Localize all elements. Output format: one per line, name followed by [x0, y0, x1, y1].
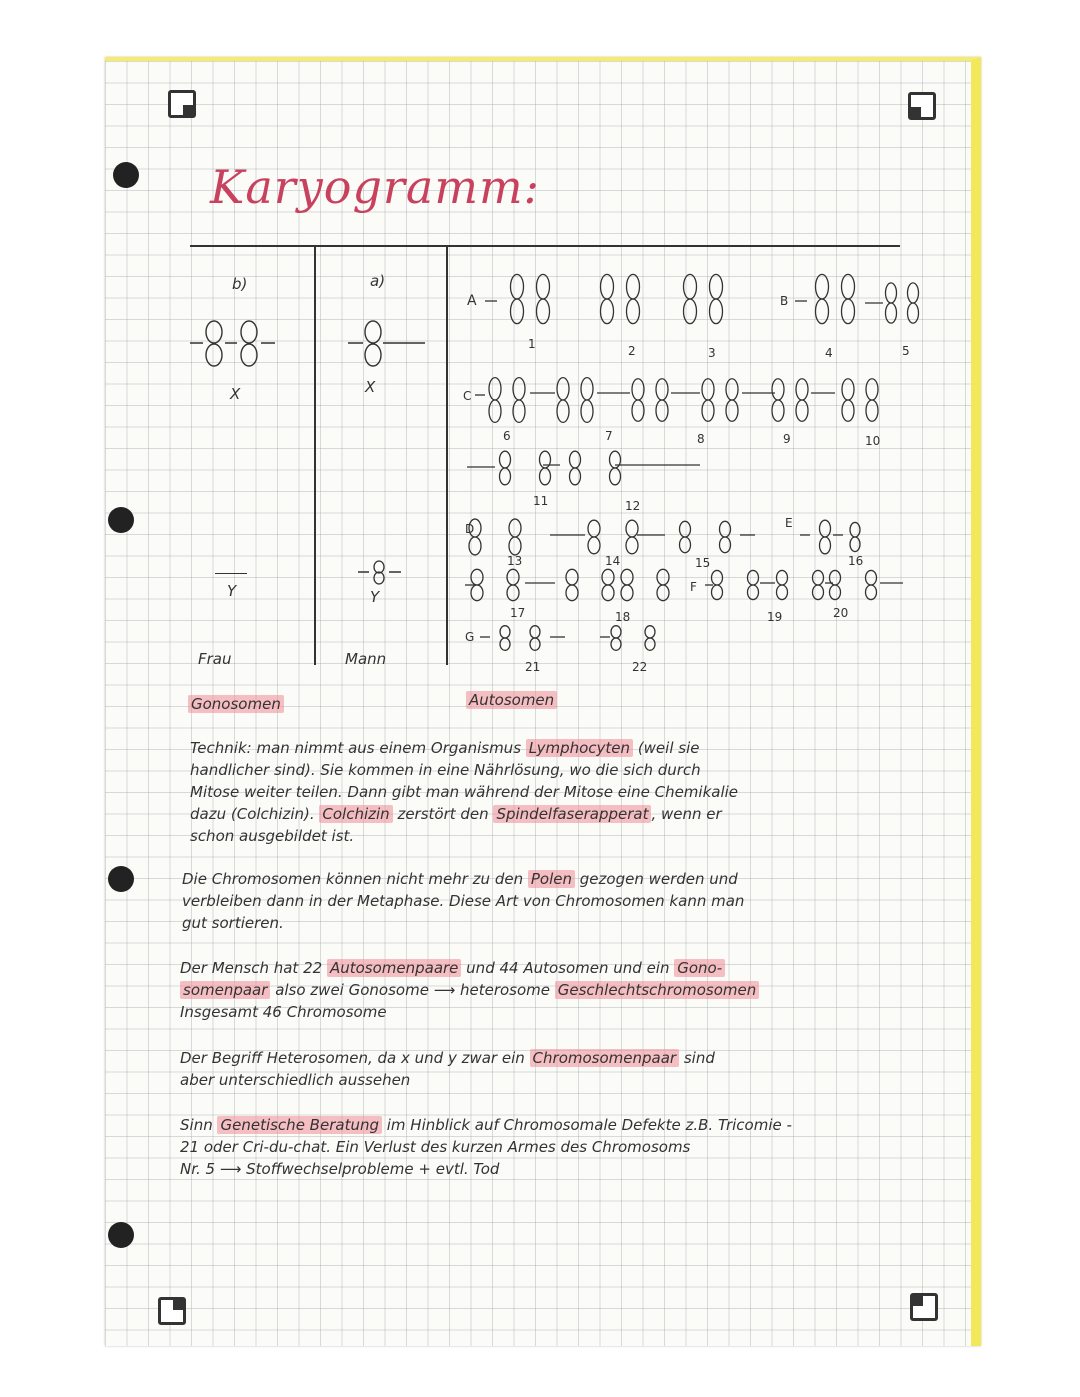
- highlighted-term: Genetische Beratung: [217, 1116, 382, 1134]
- text-line: [180, 1136, 792, 1158]
- frau-x-chromosomes: [185, 318, 285, 368]
- chromosome: [866, 585, 877, 600]
- chromosome-number-19: 19: [767, 610, 783, 624]
- text-segment: zerstört den: [392, 805, 494, 823]
- chromosome: [748, 570, 759, 585]
- text-segment: handlicher sind). Sie kommen in eine Nährlösung, wo die sich durch: [190, 761, 701, 779]
- mann-marker: a): [370, 272, 386, 290]
- chromosome: [726, 379, 738, 400]
- text-line: [180, 1114, 792, 1136]
- text-line: [180, 957, 759, 979]
- chromosome-number-15: 15: [695, 556, 711, 570]
- chromosome: [702, 379, 714, 400]
- text-segment: also zwei Gonosome ⟶ heterosome: [270, 981, 555, 999]
- chromosome: [850, 522, 860, 537]
- chromosome: [830, 570, 841, 585]
- chromosome: [500, 626, 510, 638]
- text-line: [180, 1069, 715, 1091]
- chromosome-number-22: 22: [632, 660, 648, 674]
- binder-hole-2: [108, 507, 134, 533]
- chromosome: [886, 283, 897, 303]
- chromosome-number-1: 1: [528, 337, 536, 351]
- chromosome: [816, 299, 829, 324]
- text-segment: Der Begriff Heterosomen, da x und y zwar ein: [180, 1049, 530, 1067]
- chromosome: [908, 303, 919, 323]
- chromosome: [509, 519, 521, 537]
- chromosome: [507, 569, 519, 585]
- group-label-b: B: [780, 294, 789, 308]
- chromosome-number-6: 6: [503, 429, 511, 443]
- highlighted-term: Polen: [528, 870, 575, 888]
- chromosome: [581, 378, 593, 400]
- chromosome: [588, 520, 600, 537]
- chromosome: [748, 585, 759, 600]
- text-segment: verbleiben dann in der Metaphase. Diese Art von Chromosomen kann man: [182, 892, 745, 910]
- highlighted-term: Autosomenpaare: [327, 959, 461, 977]
- chromosome: [500, 468, 511, 485]
- chromosome: [489, 400, 501, 422]
- chromosome: [684, 274, 697, 299]
- chromosome-number-13: 13: [507, 554, 523, 568]
- chromosome: [601, 274, 614, 299]
- chromosome: [621, 569, 633, 585]
- chromosome-number-10: 10: [865, 434, 881, 448]
- chromosome: [632, 379, 644, 400]
- text-line: [180, 1001, 759, 1023]
- text-segment: Die Chromosomen können nicht mehr zu den: [182, 870, 528, 888]
- paragraph-chromosome-count: [180, 957, 759, 1023]
- mann-y-chromosome: [355, 560, 405, 586]
- highlighted-term: Spindelfaserapperat: [493, 805, 651, 823]
- group-label-e: E: [785, 516, 793, 530]
- table-top-rule: [190, 245, 900, 247]
- chromosome: [530, 638, 540, 650]
- group-label-c: C: [463, 389, 472, 403]
- chromosome-number-14: 14: [605, 554, 621, 568]
- chromosome: [866, 570, 877, 585]
- chromosome-number-17: 17: [510, 606, 526, 620]
- chromosome-number-4: 4: [825, 346, 833, 360]
- chromosome: [777, 570, 788, 585]
- chromosome: [720, 537, 731, 553]
- text-line: [190, 759, 738, 781]
- chromosome: [509, 537, 521, 555]
- group-label-d: D: [465, 522, 475, 536]
- highlighted-term: Chromosomenpaar: [530, 1049, 680, 1067]
- chromosome: [602, 569, 614, 585]
- highlighted-term: somenpaar: [180, 981, 270, 999]
- chromosome: [645, 638, 655, 650]
- highlighted-term: Colchizin: [319, 805, 392, 823]
- chromosome: [657, 585, 669, 601]
- chromosome: [710, 274, 723, 299]
- text-segment: Insgesamt 46 Chromosome: [180, 1003, 387, 1021]
- highlighted-term: Lymphocyten: [526, 739, 633, 757]
- text-segment: sind: [679, 1049, 715, 1067]
- chromosome: [626, 520, 638, 537]
- paragraph-genetische-beratung: [180, 1114, 792, 1180]
- chromosome: [513, 378, 525, 400]
- chromosome: [627, 299, 640, 324]
- paragraph-technik: [190, 737, 738, 847]
- chromosome-number-3: 3: [708, 346, 716, 360]
- group-label-f: F: [690, 580, 697, 594]
- chromosome: [820, 520, 831, 537]
- chromosome: [726, 400, 738, 421]
- chromosome: [712, 585, 723, 600]
- chromosome: [611, 638, 621, 650]
- text-line: [182, 890, 744, 912]
- chromosome: [540, 468, 551, 485]
- text-line: [180, 1047, 715, 1069]
- chromosome: [657, 569, 669, 585]
- chromosome: [610, 468, 621, 485]
- chromosome: [557, 378, 569, 400]
- chromosome: [601, 299, 614, 324]
- chromosome-number-11: 11: [533, 494, 549, 508]
- chromosome-number-9: 9: [783, 432, 791, 446]
- chromosome-number-7: 7: [605, 429, 613, 443]
- frau-y-rule: [215, 573, 247, 574]
- group-label-g: G: [465, 630, 475, 644]
- chromosome-number-2: 2: [628, 344, 636, 358]
- gonosomen-label: Gonosomen: [188, 695, 284, 713]
- text-segment: und 44 Autosomen und ein: [461, 959, 675, 977]
- chromosome: [566, 569, 578, 585]
- text-segment: Nr. 5 ⟶ Stoffwechselprobleme + evtl. Tod: [180, 1160, 500, 1178]
- text-segment: gezogen werden und: [575, 870, 738, 888]
- text-segment: aber unterschiedlich aussehen: [180, 1071, 411, 1089]
- chromosome: [537, 299, 550, 324]
- chromosome-number-20: 20: [833, 606, 849, 620]
- text-segment: 21 oder Cri-du-chat. Ein Verlust des kurzen Armes des Chromosoms: [180, 1138, 691, 1156]
- binder-hole-4: [108, 1222, 134, 1248]
- chromosome: [842, 379, 854, 400]
- chromosome: [513, 400, 525, 422]
- chromosome: [850, 537, 860, 552]
- chromosome: [621, 585, 633, 601]
- chromosome: [632, 400, 644, 421]
- chromosome: [471, 585, 483, 601]
- mann-y-label: Y: [370, 588, 380, 606]
- autosomen-label: Autosomen: [466, 691, 557, 709]
- chromosome-number-5: 5: [902, 344, 910, 358]
- corner-marker-bottom-right: [910, 1293, 938, 1321]
- chromosome-number-21: 21: [525, 660, 541, 674]
- highlighted-term: Geschlechtschromosomen: [555, 981, 760, 999]
- chromosome: [656, 379, 668, 400]
- text-segment: Sinn: [180, 1116, 218, 1134]
- text-line: [180, 979, 759, 1001]
- text-line: [190, 737, 738, 759]
- frau-label: Frau: [198, 650, 232, 668]
- text-line: [190, 781, 738, 803]
- chromosome: [684, 299, 697, 324]
- corner-marker-top-left: [168, 90, 196, 118]
- chromosome: [908, 283, 919, 303]
- chromosome: [588, 537, 600, 554]
- chromosome: [796, 400, 808, 421]
- chromosome: [500, 638, 510, 650]
- chromosome: [602, 585, 614, 601]
- chromosome: [645, 626, 655, 638]
- paragraph-metaphase: [182, 868, 744, 934]
- chromosome: [570, 468, 581, 485]
- corner-marker-bottom-left: [158, 1297, 186, 1325]
- chromosome: [511, 299, 524, 324]
- chromosome: [581, 400, 593, 422]
- chromosome: [530, 626, 540, 638]
- chromosome: [842, 274, 855, 299]
- text-segment: Der Mensch hat 22: [180, 959, 327, 977]
- mann-x-label: X: [365, 378, 376, 396]
- chromosome: [886, 303, 897, 323]
- chromosome: [489, 378, 501, 400]
- text-segment: dazu (Colchizin).: [190, 805, 320, 823]
- group-label-a: A: [467, 293, 477, 309]
- frau-y-label: Y: [227, 582, 237, 600]
- text-line: [190, 803, 738, 825]
- chromosome: [866, 400, 878, 421]
- chromosome: [866, 379, 878, 400]
- text-line: [190, 825, 738, 847]
- text-line: [182, 912, 744, 934]
- table-divider-1: [314, 245, 316, 665]
- text-segment: schon ausgebildet ist.: [190, 827, 355, 845]
- chromosome-number-12: 12: [625, 499, 641, 513]
- chromosome: [712, 570, 723, 585]
- chromosome: [471, 569, 483, 585]
- corner-marker-top-right: [908, 92, 936, 120]
- chromosome: [772, 400, 784, 421]
- binder-hole-1: [113, 162, 139, 188]
- chromosome: [656, 400, 668, 421]
- text-segment: Technik: man nimmt aus einem Organismus: [190, 739, 526, 757]
- chromosome: [702, 400, 714, 421]
- text-segment: , wenn er: [651, 805, 722, 823]
- text-segment: (weil sie: [633, 739, 700, 757]
- chromosome: [772, 379, 784, 400]
- chromosome: [777, 585, 788, 600]
- chromosome: [820, 537, 831, 554]
- chromosome: [500, 451, 511, 468]
- chromosome: [537, 274, 550, 299]
- highlighted-term: Gono-: [674, 959, 725, 977]
- text-segment: gut sortieren.: [182, 914, 284, 932]
- page-title: Karyogramm:: [210, 160, 541, 214]
- table-divider-2: [446, 245, 448, 665]
- chromosome: [511, 274, 524, 299]
- chromosome: [680, 537, 691, 553]
- chromosome: [469, 537, 481, 555]
- frau-x-label: X: [230, 385, 241, 403]
- text-segment: Mitose weiter teilen. Dann gibt man während der Mitose eine Chemikalie: [190, 783, 739, 801]
- chromosome: [813, 585, 824, 600]
- chromosome: [557, 400, 569, 422]
- text-line: [182, 868, 744, 890]
- chromosome: [813, 570, 824, 585]
- chromosome: [507, 585, 519, 601]
- chromosome: [680, 521, 691, 537]
- chromosome: [570, 451, 581, 468]
- frau-marker: b): [232, 275, 248, 293]
- chromosome-number-8: 8: [697, 432, 705, 446]
- chromosome-number-18: 18: [615, 610, 631, 624]
- chromosome-number-16: 16: [848, 554, 864, 568]
- mann-x-chromosome: [345, 318, 435, 368]
- chromosome: [720, 521, 731, 537]
- mann-label: Mann: [345, 650, 387, 668]
- chromosome: [627, 274, 640, 299]
- binder-hole-3: [108, 866, 134, 892]
- chromosome: [816, 274, 829, 299]
- karyotype-drawing: [455, 265, 925, 685]
- chromosome: [842, 400, 854, 421]
- text-segment: im Hinblick auf Chromosomale Defekte z.B. Tricomie -: [381, 1116, 792, 1134]
- chromosome: [626, 537, 638, 554]
- paragraph-heterosomen: [180, 1047, 715, 1091]
- chromosome: [566, 585, 578, 601]
- chromosome: [710, 299, 723, 324]
- chromosome: [830, 585, 841, 600]
- chromosome: [796, 379, 808, 400]
- text-line: [180, 1158, 792, 1180]
- chromosome: [611, 626, 621, 638]
- chromosome: [842, 299, 855, 324]
